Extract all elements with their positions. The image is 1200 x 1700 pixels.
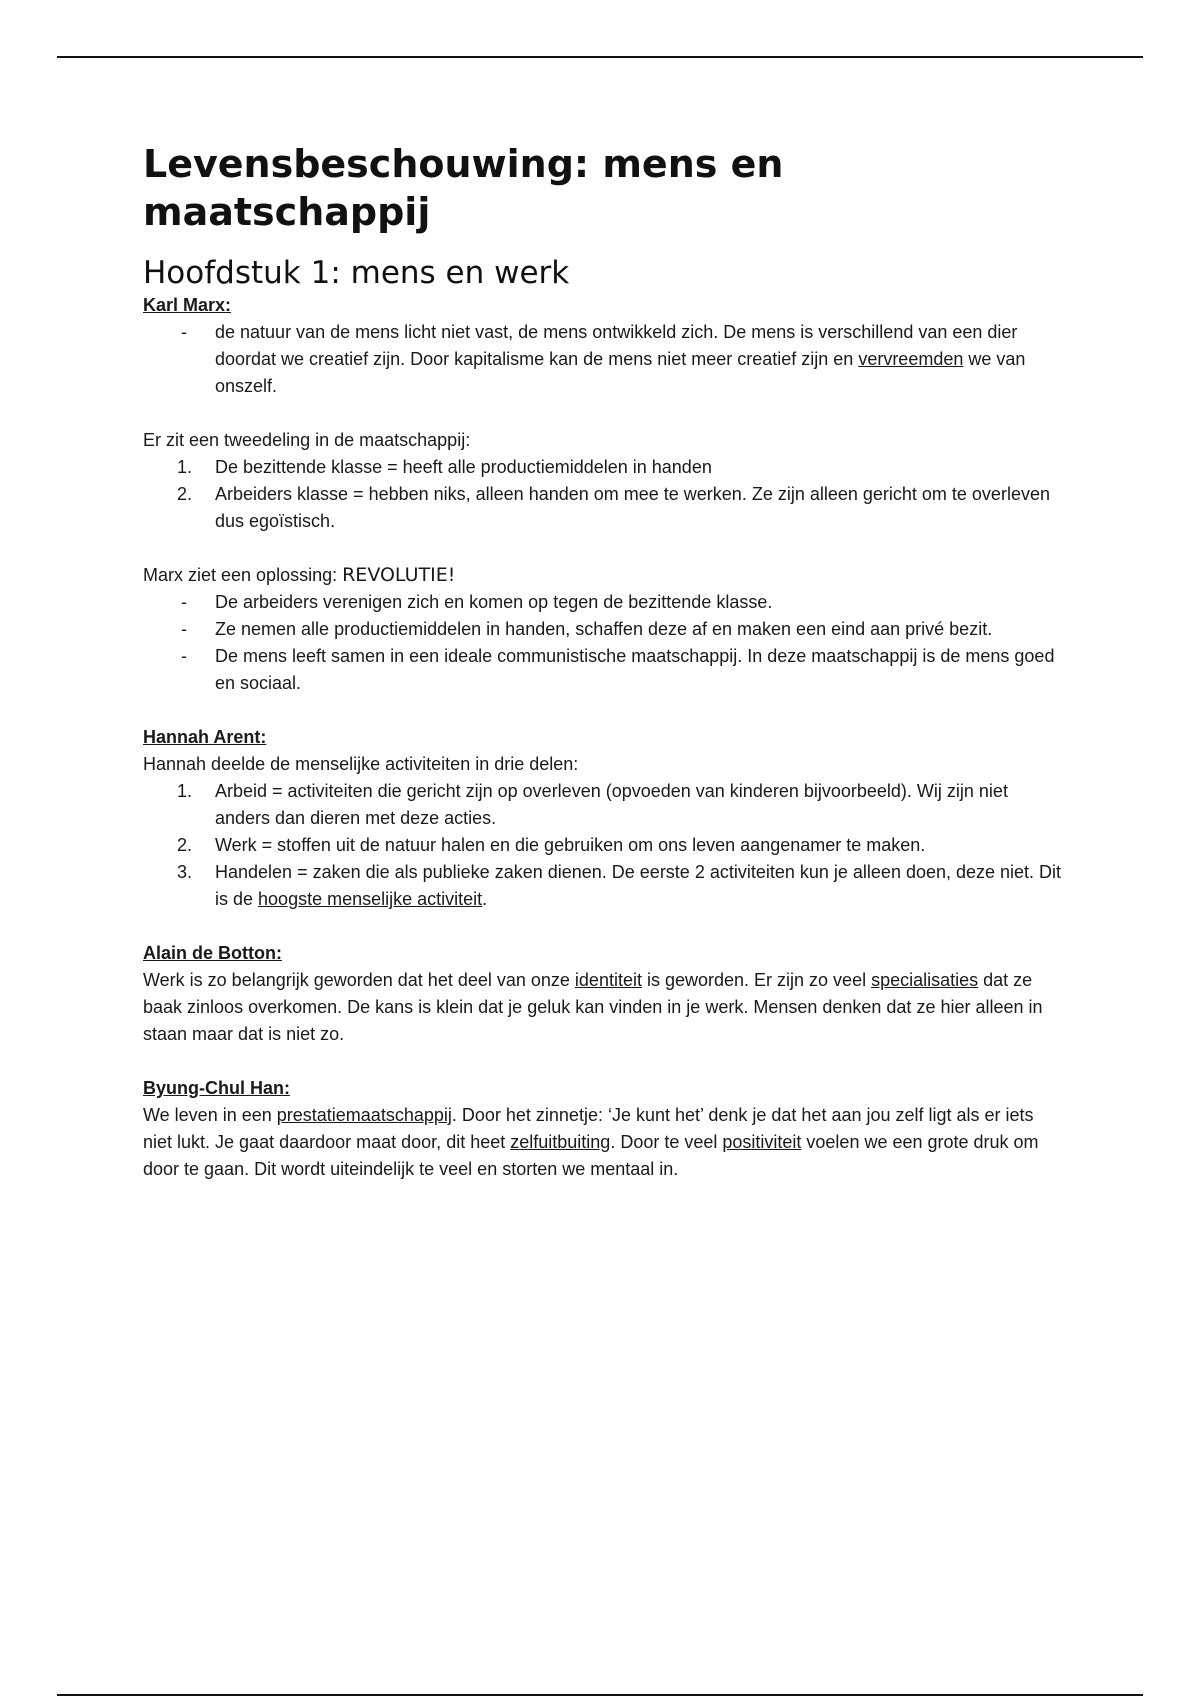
section-heading-marx: Karl Marx: <box>143 295 232 315</box>
document-title: Levensbeschouwing: mens en maatschappij <box>143 142 784 234</box>
section-heading-han: Byung-Chul Han: <box>143 1078 290 1098</box>
list-item: 1. Arbeid = activiteiten die gericht zijn op overleven (opvoeden van kinderen bijvoorbeeld). Wij zijn niet anders dan dieren met deze acties. <box>177 781 1008 828</box>
chapter-heading: Hoofdstuk 1: mens en werk <box>143 255 570 291</box>
key-term: prestatiemaatschappij <box>276 1105 452 1125</box>
paragraph: Hannah deelde de menselijke activiteiten in drie delen: <box>143 754 579 774</box>
list-item: 3. Handelen = zaken die als publieke zaken dienen. De eerste 2 activiteiten kun je alleen doen, deze niet. Dit is de hoogste menselijke activiteit. <box>177 862 1062 909</box>
bullet-marker: - <box>181 322 187 342</box>
header-rule <box>57 56 1143 58</box>
list-item: - De mens leeft samen in een ideale communistische maatschappij. In deze maatschappij is de mens goed en sociaal. <box>181 646 1055 693</box>
key-term: identiteit <box>574 970 642 990</box>
class-list <box>143 454 1063 535</box>
key-term: positiviteit <box>722 1132 802 1152</box>
list-item: 1. De bezittende klasse = heeft alle productiemiddelen in handen <box>177 457 712 477</box>
paragraph: Er zit een tweedeling in de maatschappij: <box>143 430 471 450</box>
key-term: hoogste menselijke activiteit <box>258 889 483 909</box>
list-item: 2. Werk = stoffen uit de natuur halen en die gebruiken om ons leven aangenamer te maken. <box>177 835 926 855</box>
chapter-content <box>143 292 1063 1183</box>
key-term: specialisaties <box>871 970 979 990</box>
paragraph: Werk is zo belangrijk geworden dat het deel van onze identiteit is geworden. Er zijn zo veel specialisaties dat ze baak zinloos overkomen. De kans is klein dat je geluk kan vinden in je werk. Mensen denken dat ze hier alleen in staan maar dat is niet zo. <box>143 970 1043 1044</box>
list-item: - De arbeiders verenigen zich en komen op tegen de bezittende klasse. <box>181 592 773 612</box>
activity-list <box>143 778 1063 913</box>
key-term: zelfuitbuiting <box>510 1132 611 1152</box>
marx-bullets <box>143 319 1063 400</box>
key-term: vervreemden <box>858 349 964 369</box>
section-heading-arent: Hannah Arent: <box>143 727 267 747</box>
list-item: - de natuur van de mens licht niet vast, de mens ontwikkeld zich. De mens is verschillend van een dier doordat we creatief zijn. Door kapitalisme kan de mens niet meer creatief zijn en vervreemden we van onszelf. <box>143 319 1063 400</box>
section-heading-botton: Alain de Botton: <box>143 943 282 963</box>
list-item: 2. Arbeiders klasse = hebben niks, alleen handen om mee te werken. Ze zijn alleen gericht om te overleven dus egoïstisch. <box>177 484 1050 531</box>
revolution-word: REVOLUTIE! <box>342 564 456 586</box>
paragraph: We leven in een prestatiemaatschappij. Door het zinnetje: ‘Je kunt het’ denk je dat het aan jou zelf ligt als er iets niet lukt. Je gaat daardoor maat door, dit heet zelfuitbuiting. Door te veel positiviteit voelen we een grote druk om door te gaan. Dit wordt uiteindelijk te veel en storten we mentaal in. <box>143 1105 1039 1179</box>
paragraph: Marx ziet een oplossing: REVOLUTIE! <box>143 564 456 586</box>
list-item: - Ze nemen alle productiemiddelen in handen, schaffen deze af en maken een eind aan privé bezit. <box>181 619 993 639</box>
solution-list <box>143 589 1063 697</box>
document-body <box>143 140 1063 1183</box>
footer-rule <box>57 1694 1143 1696</box>
